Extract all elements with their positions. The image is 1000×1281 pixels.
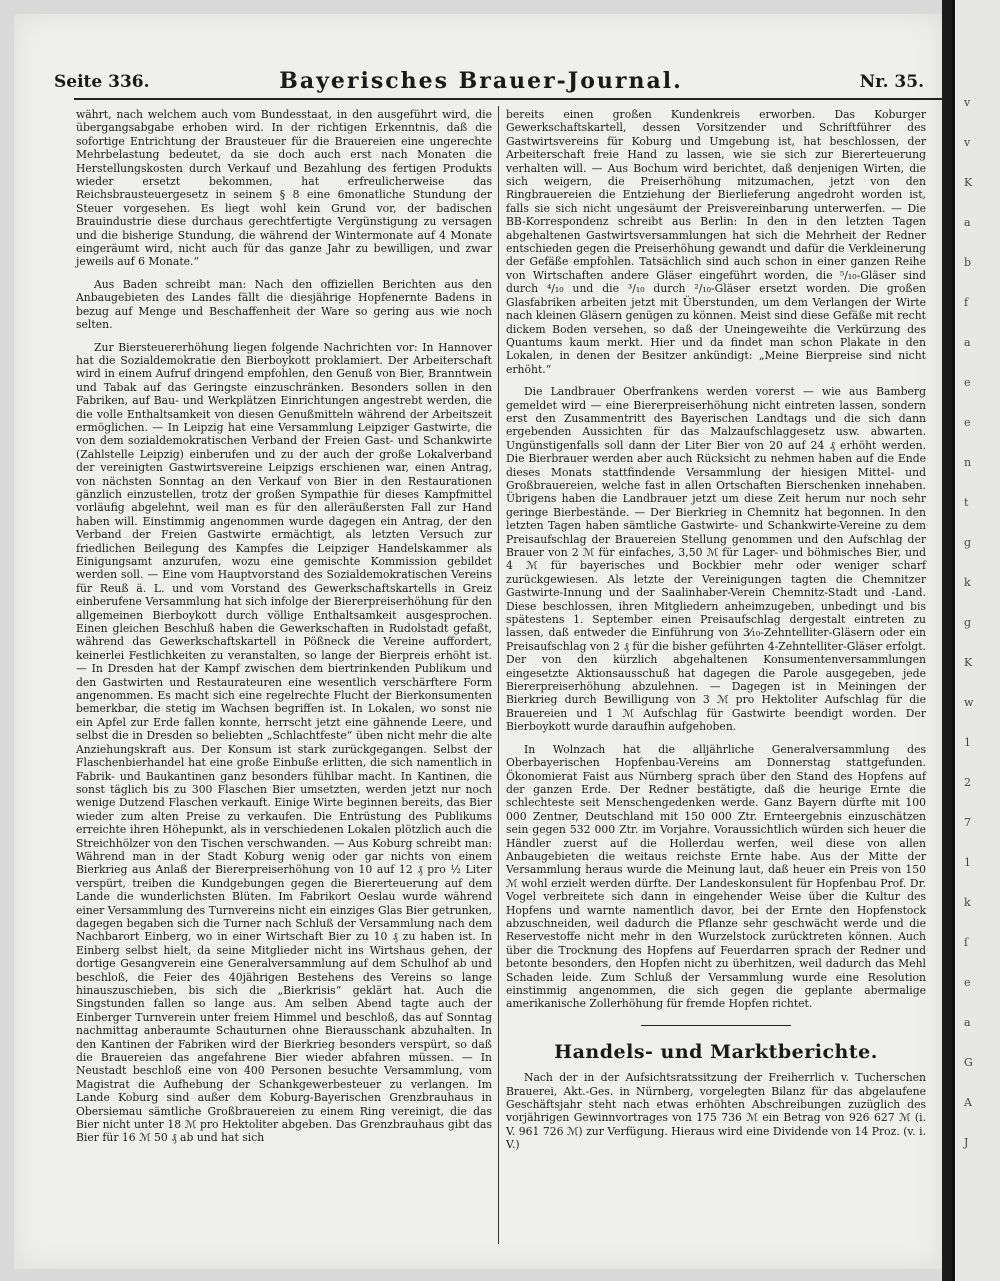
facing-page-edge (942, 0, 1000, 1281)
facing-page-letter: w (964, 696, 974, 709)
article-paragraph: Aus Baden schreibt man: Nach den offiziellen Berichten aus den Anbaugebieten des Landes fällt die diesjährige Hopfenernte Badens in bezug auf Menge und Beschaffenheit der Ware so gering aus wie noch selten. (76, 277, 492, 332)
facing-page-letter: e (964, 376, 971, 389)
facing-page-letter: a (964, 1016, 971, 1029)
facing-page-letter: ſ (964, 936, 969, 949)
facing-page-letter: 1 (964, 856, 971, 869)
article-paragraph: währt, nach welchem auch vom Bundesstaat, in den ausgeführt wird, die übergangsabgabe erhoben wird. In der richtigen Erkenntnis, daß die sofortige Entrichtung der Brausteuer für die Brauereien eine ungerechte Mehrbelastung bedeutet, da sie doch auch erst nach Monaten die Herstellungskosten durch Verkauf und Bezahlung des fertigen Produkts wieder ersetzt bekommen, hat erfreulicherweise das Reichsbrausteuergesetz in seinem § 8 eine 6monatliche Stundung der Steuer vorgesehen. Es liegt wohl kein Grund vor, der badischen Brauindustrie diese durchaus gerechtfertigte Vergünstigung zu versagen und die bisherige Stundung, die während der Wintermonate auf 4 Monate eingeräumt wird, nicht auch für das ganze Jahr zu bewilligen, und zwar jeweils auf 6 Monate.“ (76, 108, 492, 269)
newspaper-page (14, 14, 942, 1269)
facing-page-letter: t (964, 496, 969, 509)
facing-page-letter: f (964, 296, 969, 309)
facing-page-letter: g (964, 616, 972, 629)
facing-page-letter: v (964, 96, 971, 109)
facing-page-letter: a (964, 336, 971, 349)
facing-page-letter: k (964, 576, 971, 589)
facing-page-letter: v (964, 136, 971, 149)
column-divider (498, 106, 499, 1244)
left-column (76, 108, 492, 1154)
facing-page-letter: A (964, 1096, 972, 1109)
facing-page-letter: G (964, 1056, 973, 1069)
facing-page-letter: k (964, 896, 971, 909)
article-paragraph: Nach der in der Aufsichtsratssitzung der Freiherrlich v. Tucherschen Brauerei, Akt.-Ges. in Nürnberg, vorgelegten Bilanz für das abgelaufene Geschäftsjahr steht nach etwas erhöhten Abschreibungen zuzüglich des vorjährigen Gewinnvortrages von 175 736 ℳ ein Betrag von 926 627 ℳ (i. V. 961 726 ℳ) zur Verfügung. Hieraus wird eine Dividende von 14 Proz. (v. i. V.) (506, 1071, 927, 1152)
facing-page-letter: J (964, 1136, 969, 1149)
page-number: Seite 336. (54, 72, 150, 92)
section-divider (641, 1025, 791, 1026)
facing-page-letter: e (964, 976, 971, 989)
issue-number: Nr. 35. (859, 72, 924, 92)
section-heading: Handels- und Marktberichte. (554, 1040, 878, 1063)
facing-page-letter: a (964, 216, 971, 229)
facing-page-letter: g (964, 536, 972, 549)
facing-page-letter: K (964, 176, 973, 189)
running-head (34, 66, 928, 100)
facing-page-letter: 2 (964, 776, 971, 789)
header-rule (74, 98, 942, 100)
binding-gutter (952, 0, 955, 1281)
article-paragraph: In Wolnzach hat die alljährliche Generalversammlung des Oberbayerischen Hopfenbau-Vereins am Donnerstag stattgefunden. Ökonomierat Faist aus Nürnberg sprach über den Stand des Hopfens auf der ganzen Erde. Der Redner bestätigte, daß die heurige Ernte die schlechteste seit Menschengedenken werde. Ganz Bayern dürfte mit 100 000 Zentner, Deutschland mit 150 000 Ztr. Ernteergebnis einzuschätzen sein gegen 532 000 Ztr. im Vorjahre. Voraussichtlich würden sich heuer die Händler zuerst auf die Hollerdau werfen, weil diese von allen Anbaugebieten die weitaus reichste Ernte habe. Aus der Mitte der Versammlung heraus wurde die Meinung laut, daß heuer ein Preis von 150 ℳ wohl erzielt werden dürfte. Der Landeskonsulent für Hopfenbau Prof. Dr. Vogel verbreitete sich dann in eingehender Weise über die Kultur des Hopfens und warnte namentlich davor, bei der Ernte den Hopfenstock abzuschneiden, weil dadurch die Pflanze sehr geschwächt werde und die Reservestoffe nicht mehr in den Wurzelstock zurücktreten können. Auch über die Trocknung des Hopfens auf Feuerdarren sprach der Redner und betonte besonders, den Hopfen nicht zu überhitzen, weil dadurch das Mehl Schaden leide. Zum Schluß der Versammlung wurde eine Resolution einstimmig angenommen, die sich gegen die geplante abermalige amerikanische Zollerhöhung für fremde Hopfen richtet. (506, 742, 926, 1011)
article-paragraph: bereits einen großen Kundenkreis erworben. Das Koburger Gewerkschaftskartell, dessen Vorsitzender und Schriftführer des Gastwirtsvereins für Koburg und Umgebung ist, hat beschlossen, der Arbeiterschaft freie Hand zu lassen, wie sie sich zur Biererteuerung verhalten will. — Aus Bochum wird berichtet, daß denjenigen Wirten, die sich weigern, die Preiserhöhung mitzumachen, jetzt von den Ringbrauereien die Entziehung der Bierlieferung angedroht worden ist, falls sie sich nicht ungesäumt der Preisvereinbarung unterwerfen. — Die BB-Korrespondenz schreibt aus Berlin: In den in den letzten Tagen abgehaltenen Gastwirtsversammlungen hat sich die Mehrheit der Redner entschieden gegen die Preiserhöhung gewandt und dafür die Verkleinerung der Gefäße empfohlen. Tatsächlich sind auch schon in einer ganzen Reihe von Wirtschaften andere Gläser eingeführt worden, die ⁵/₁₀-Gläser sind durch ⁴/₁₀ und die ³/₁₀ durch ²/₁₀-Gläser ersetzt worden. Die großen Glasfabriken arbeiten jetzt mit Überstunden, um dem Verlangen der Wirte nach kleinen Gläsern genügen zu können. Meist sind diese Gefäße mit recht dickem Boden versehen, so daß der Uneingeweihte die Verkürzung des Quantums kaum merkt. Hier und da findet man schon Plakate in den Lokalen, in denen der Besitzer ankündigt: „Meine Bierpreise sind nicht erhöht.“ (506, 108, 926, 376)
facing-page-letter: b (964, 256, 972, 269)
facing-page-letter: e (964, 416, 971, 429)
journal-title: Bayerisches Brauer-Journal. (279, 68, 683, 94)
facing-page-letter: n (964, 456, 972, 469)
right-column (506, 108, 926, 1161)
facing-page-letter: 7 (964, 816, 971, 829)
facing-page-letter: K (964, 656, 973, 669)
article-paragraph: Zur Biersteuererhöhung liegen folgende Nachrichten vor: In Hannover hat die Sozialdemokratie den Bierboykott proklamiert. Der Arbeiterschaft wird in einem Aufruf dringend empfohlen, den Genuß von Bier, Branntwein und Tabak auf das Geringste einzuschränken. Besonders sollen in den Fabriken, auf Bau- und Werkplätzen Einrichtungen angestrebt werden, die die volle Enthaltsamkeit von diesen Genußmitteln während der Arbeitszeit ermöglichen. — In Leipzig hat eine Versammlung Leipziger Gastwirte, die von dem sozialdemokratischen Verband der Freien Gast- und Schankwirte (Zahlstelle Leipzig) einberufen und zu der auch der große Lokalverband der vereinigten Gastwirtsvereine Leipzigs erschienen war, einen Antrag, von nächsten Sonntag an den Verkauf von Bier in den Restaurationen gänzlich einzustellen, trotz der großen Sympathie für dieses Kampfmittel vorläufig abgelehnt, weil man es für den alleräußersten Fall zur Hand haben will. Einstimmig angenommen wurde dagegen ein Antrag, der den Verband der Freien Gastwirte ermächtigt, als letzten Versuch zur friedlichen Beilegung des Kampfes die Leipziger Handelskammer als Einigungsamt anzurufen, wozu eine gemischte Kommission gebildet werden soll. — Eine vom Hauptvorstand des Sozialdemokratischen Vereins für Reuß ä. L. und vom Vorstand des Gewerkschaftskartells in Greiz einberufene Versammlung hat sich infolge der Biererpreiserhöhung für den allgemeinen Bierboykott durch völlige Enthaltsamkeit ausgesprochen. Einen gleichen Beschluß haben die Gewerkschaften in Rudolstadt gefaßt, während das Gewerkschaftskartell in Pößneck die Vereine auffordert, keinerlei Festlichkeiten zu veranstalten, so lange der Bierpreis erhöht ist. — In Dresden hat der Kampf zwischen dem biertrinkenden Publikum und den Gastwirten und Restaurateuren eine wesentlich verschärftere Form angenommen. Es macht sich eine regelrechte Flucht der Bierkonsumenten bemerkbar, die stetig im Wachsen begriffen ist. In Lokalen, wo sonst nie ein Apfel zur Erde fallen konnte, herrscht jetzt eine gähnende Leere, und selbst die in Dresden so beliebten „Schlachtfeste“ üben nicht mehr die alte Anziehungskraft aus. Der Konsum ist stark zurückgegangen. Selbst der Flaschenbierhandel hat eine große Einbuße erlitten, die sich namentlich in Fabrik- und Baukantinen ganz besonders fühlbar macht. In Kantinen, die sonst täglich bis zu 300 Flaschen Bier umsetzten, werden jetzt nur noch wenige Dutzend Flaschen verkauft. Einige Wirte beginnen bereits, das Bier wieder zum alten Preise zu verkaufen. Die Entrüstung des Publikums erreichte ihren Höhepunkt, als in verschiedenen Lokalen plötzlich auch die Streichhölzer von den Tischen verschwanden. — Aus Koburg schreibt man: Während man in der Stadt Koburg wenig oder gar nichts von einem Bierkrieg aus Anlaß der Biererpreiserhöhung von 10 auf 12 ₰ pro ½ Liter verspürt, treiben die Kundgebungen gegen die Biererteuerung auf dem Lande die wunderlichsten Blüten. Im Fabrikort Oeslau wurde während einer Versammlung des Turnvereins nicht ein einziges Glas Bier getrunken, dagegen begaben sich die Turner nach Schluß der Versammlung nach dem Nachbarort Einberg, wo in einer Wirtschaft Bier zu 10 ₰ zu haben ist. In Einberg selbst hielt, da seine Mitglieder nicht ins Wirtshaus gehen, der dortige Gesangverein eine Generalversammlung auf dem Schulhof ab und beschloß, die Feier des 40jährigen Bestehens des Vereins so lange hinauszuschieben, bis sich die „Bierkrisis“ geklärt hat. Auch die Singstunden fallen so lange aus. Am selben Abend tagte auch der Einberger Turnverein unter freiem Himmel und beschloß, das auf Sonntag nachmittag anberaumte Schauturnen ohne Bierausschank abzuhalten. In den Kantinen der Fabriken wird der Bierkrieg besonders verspürt, so daß die Brauereien das angefahrene Bier wieder abfahren müssen. — In Neustadt beschloß eine von 400 Personen besuchte Versammlung, vom Magistrat die Aufhebung der Schankgewerbesteuer zu verlangen. Im Lande Koburg sind außer dem Koburg-Bayerischen Grenzbrauhaus in Obersiemau sämtliche Großbrauereien zu einem Ring vereinigt, die das Bier nicht unter 18 ℳ pro Hektoliter abgeben. Das Grenzbrauhaus gibt das Bier für 16 ℳ 50 ₰ ab und hat sich (76, 340, 492, 1145)
facing-page-letter: 1 (964, 736, 971, 749)
article-paragraph: Die Landbrauer Oberfrankens werden vorerst — wie aus Bamberg gemeldet wird — eine Biererpreiserhöhung nicht eintreten lassen, sondern erst den Zusammentritt des Bayerischen Landtags und die sich dann ergebenden Aussichten für das Malzaufschlaggesetz usw. abwarten. Ungünstigenfalls soll dann der Liter Bier von 20 auf 24 ₰ erhöht werden. Die Bierbrauer werden aber auch Rücksicht zu nehmen haben auf die Ende dieses Monats stattfindende Versammlung der hiesigen Mittel- und Großbrauereien, welche fast in allen Ortschaften Bierschenken innehaben. Übrigens haben die Landbrauer jetzt um diese Zeit herum nur noch sehr geringe Bierbestände. — Der Bierkrieg in Chemnitz hat begonnen. In den letzten Tagen haben sämtliche Gastwirte- und Schankwirte-Vereine zu dem Preisaufschlag der Brauereien Stellung genommen und den Aufschlag der Brauer von 2 ℳ für einfaches, 3,50 ℳ für Lager- und böhmisches Bier, und 4 ℳ für bayerisches und Bockbier mehr oder weniger scharf zurückgewiesen. Als letzte der Vereinigungen tagten die Chemnitzer Gastwirte-Innung und der Saalinhaber-Verein Chemnitz-Stadt und -Land. Diese beschlossen, ihren Mitgliedern anheimzugeben, unbedingt und bis spätestens 1. September einen Preisaufschlag dergestalt eintreten zu lassen, daß entweder die Einführung von 3⁄₁₀-Zehntelliter-Gläsern oder ein Preisaufschlag von 2 ₰ für die bisher geführten 4-Zehntelliter-Gläser erfolgt. Der von den kürzlich abgehaltenen Konsumentenversammlungen eingesetzte Aktionsausschuß hat dagegen die Parole ausgegeben, jede Biererpreiserhöhung abzulehnen. — Dagegen ist in Meiningen der Bierkrieg durch Bewilligung von 3 ℳ pro Hektoliter Aufschlag für die Brauereien und 1 ℳ Aufschlag für Gastwirte beendigt worden. Der Bierboykott wurde daraufhin aufgehoben. (506, 385, 926, 734)
